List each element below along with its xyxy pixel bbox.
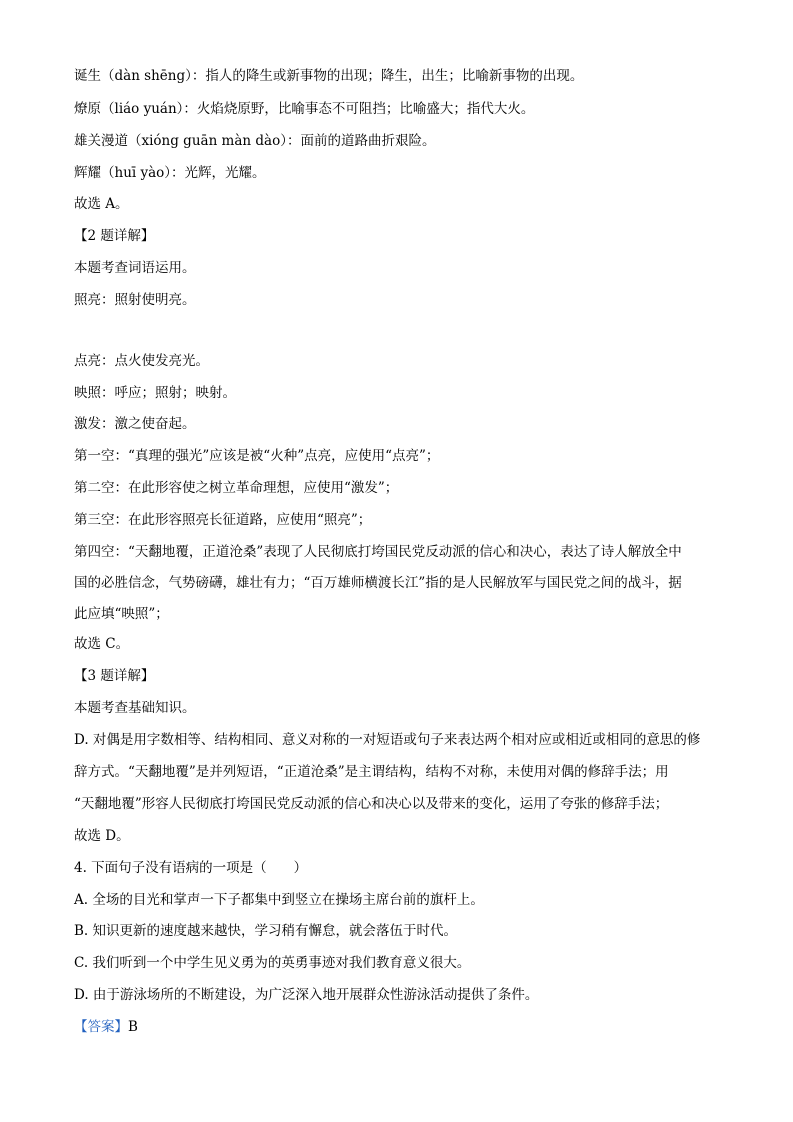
q3-option-d-line3: “天翻地覆”形容人民彻底打垮国民党反动派的信心和决心以及带来的变化，运用了夸张的修辞手法；: [74, 796, 669, 812]
q2-conclusion: 故选 C。: [74, 636, 130, 652]
q2-blank-4-line3: 此应填“映照”；: [74, 606, 169, 622]
q2-definition-dianliang: 点亮：点火使发亮光。: [74, 353, 209, 369]
q3-intro: 本题考查基础知识。: [74, 700, 196, 716]
q4-option-a: A. 全场的目光和掌声一下子都集中到竖立在操场主席台前的旗杆上。: [74, 892, 484, 908]
explanation-line-xiongguan: 雄关漫道（xióng guān màn dào）：面前的道路曲折艰险。: [74, 133, 436, 149]
q2-definition-jifa: 激发：激之使奋起。: [74, 416, 196, 432]
q3-option-d-line2: 辞方式。“天翻地覆”是并列短语，“正道沧桑”是主谓结构，结构不对称，未使用对偶的修辞手法；用: [74, 764, 669, 780]
q2-definition-yingzhao: 映照：呼应；照射；映射。: [74, 385, 236, 401]
q2-blank-1: 第一空：“真理的强光”应该是被“火种”点亮，应使用“点亮”；: [74, 448, 440, 464]
q3-option-d-line1: D. 对偶是用字数相等、结构相同、意义对称的一对短语或句子来表达两个相对应或相近或相同的意思的修: [74, 732, 701, 748]
q4-option-d: D. 由于游泳场所的不断建设，为广泛深入地开展群众性游泳活动提供了条件。: [74, 987, 539, 1003]
answer-label: 【答案】: [74, 1019, 128, 1035]
q2-heading: 【2 题详解】: [74, 228, 155, 244]
q4-answer: [74, 1017, 724, 1037]
q2-blank-4-line1: 第四空：“天翻地覆，正道沧桑”表现了人民彻底打垮国民党反动派的信心和决心，表达了诗人解放全中: [74, 544, 682, 560]
q2-blank-4-line2: 国的必胜信念，气势磅礴，雄壮有力；“百万雄师横渡长江”指的是人民解放军与国民党之间的战斗，据: [74, 575, 682, 591]
q2-intro: 本题考查词语运用。: [74, 260, 196, 276]
q3-conclusion: 故选 D。: [74, 828, 130, 844]
q1-conclusion: 故选 A。: [74, 196, 129, 212]
q2-blank-3: 第三空：在此形容照亮长征道路，应使用“照亮”；: [74, 512, 372, 528]
q4-option-b: B. 知识更新的速度越来越快，学习稍有懈怠，就会落伍于时代。: [74, 923, 458, 939]
q2-blank-2: 第二空：在此形容使之树立革命理想，应使用“激发”；: [74, 480, 399, 496]
q4-option-c: C. 我们听到一个中学生见义勇为的英勇事迹对我们教育意义很大。: [74, 955, 471, 971]
explanation-line-huiyao: 辉耀（huī yào）：光辉，光耀。: [74, 165, 266, 181]
q4-stem: 4. 下面句子没有语病的一项是（ ）: [74, 860, 308, 876]
explanation-line-liaoyuan: 燎原（liáo yuán）：火焰烧原野，比喻事态不可阻挡；比喻盛大；指代大火。: [74, 101, 535, 117]
q2-definition-zhaoliang: 照亮：照射使明亮。: [74, 292, 196, 308]
answer-value: B: [128, 1019, 138, 1035]
q3-heading: 【3 题详解】: [74, 668, 155, 684]
explanation-line-dansheng: 诞生（dàn shēng）：指人的降生或新事物的出现；降生，出生；比喻新事物的出现。: [74, 68, 584, 84]
